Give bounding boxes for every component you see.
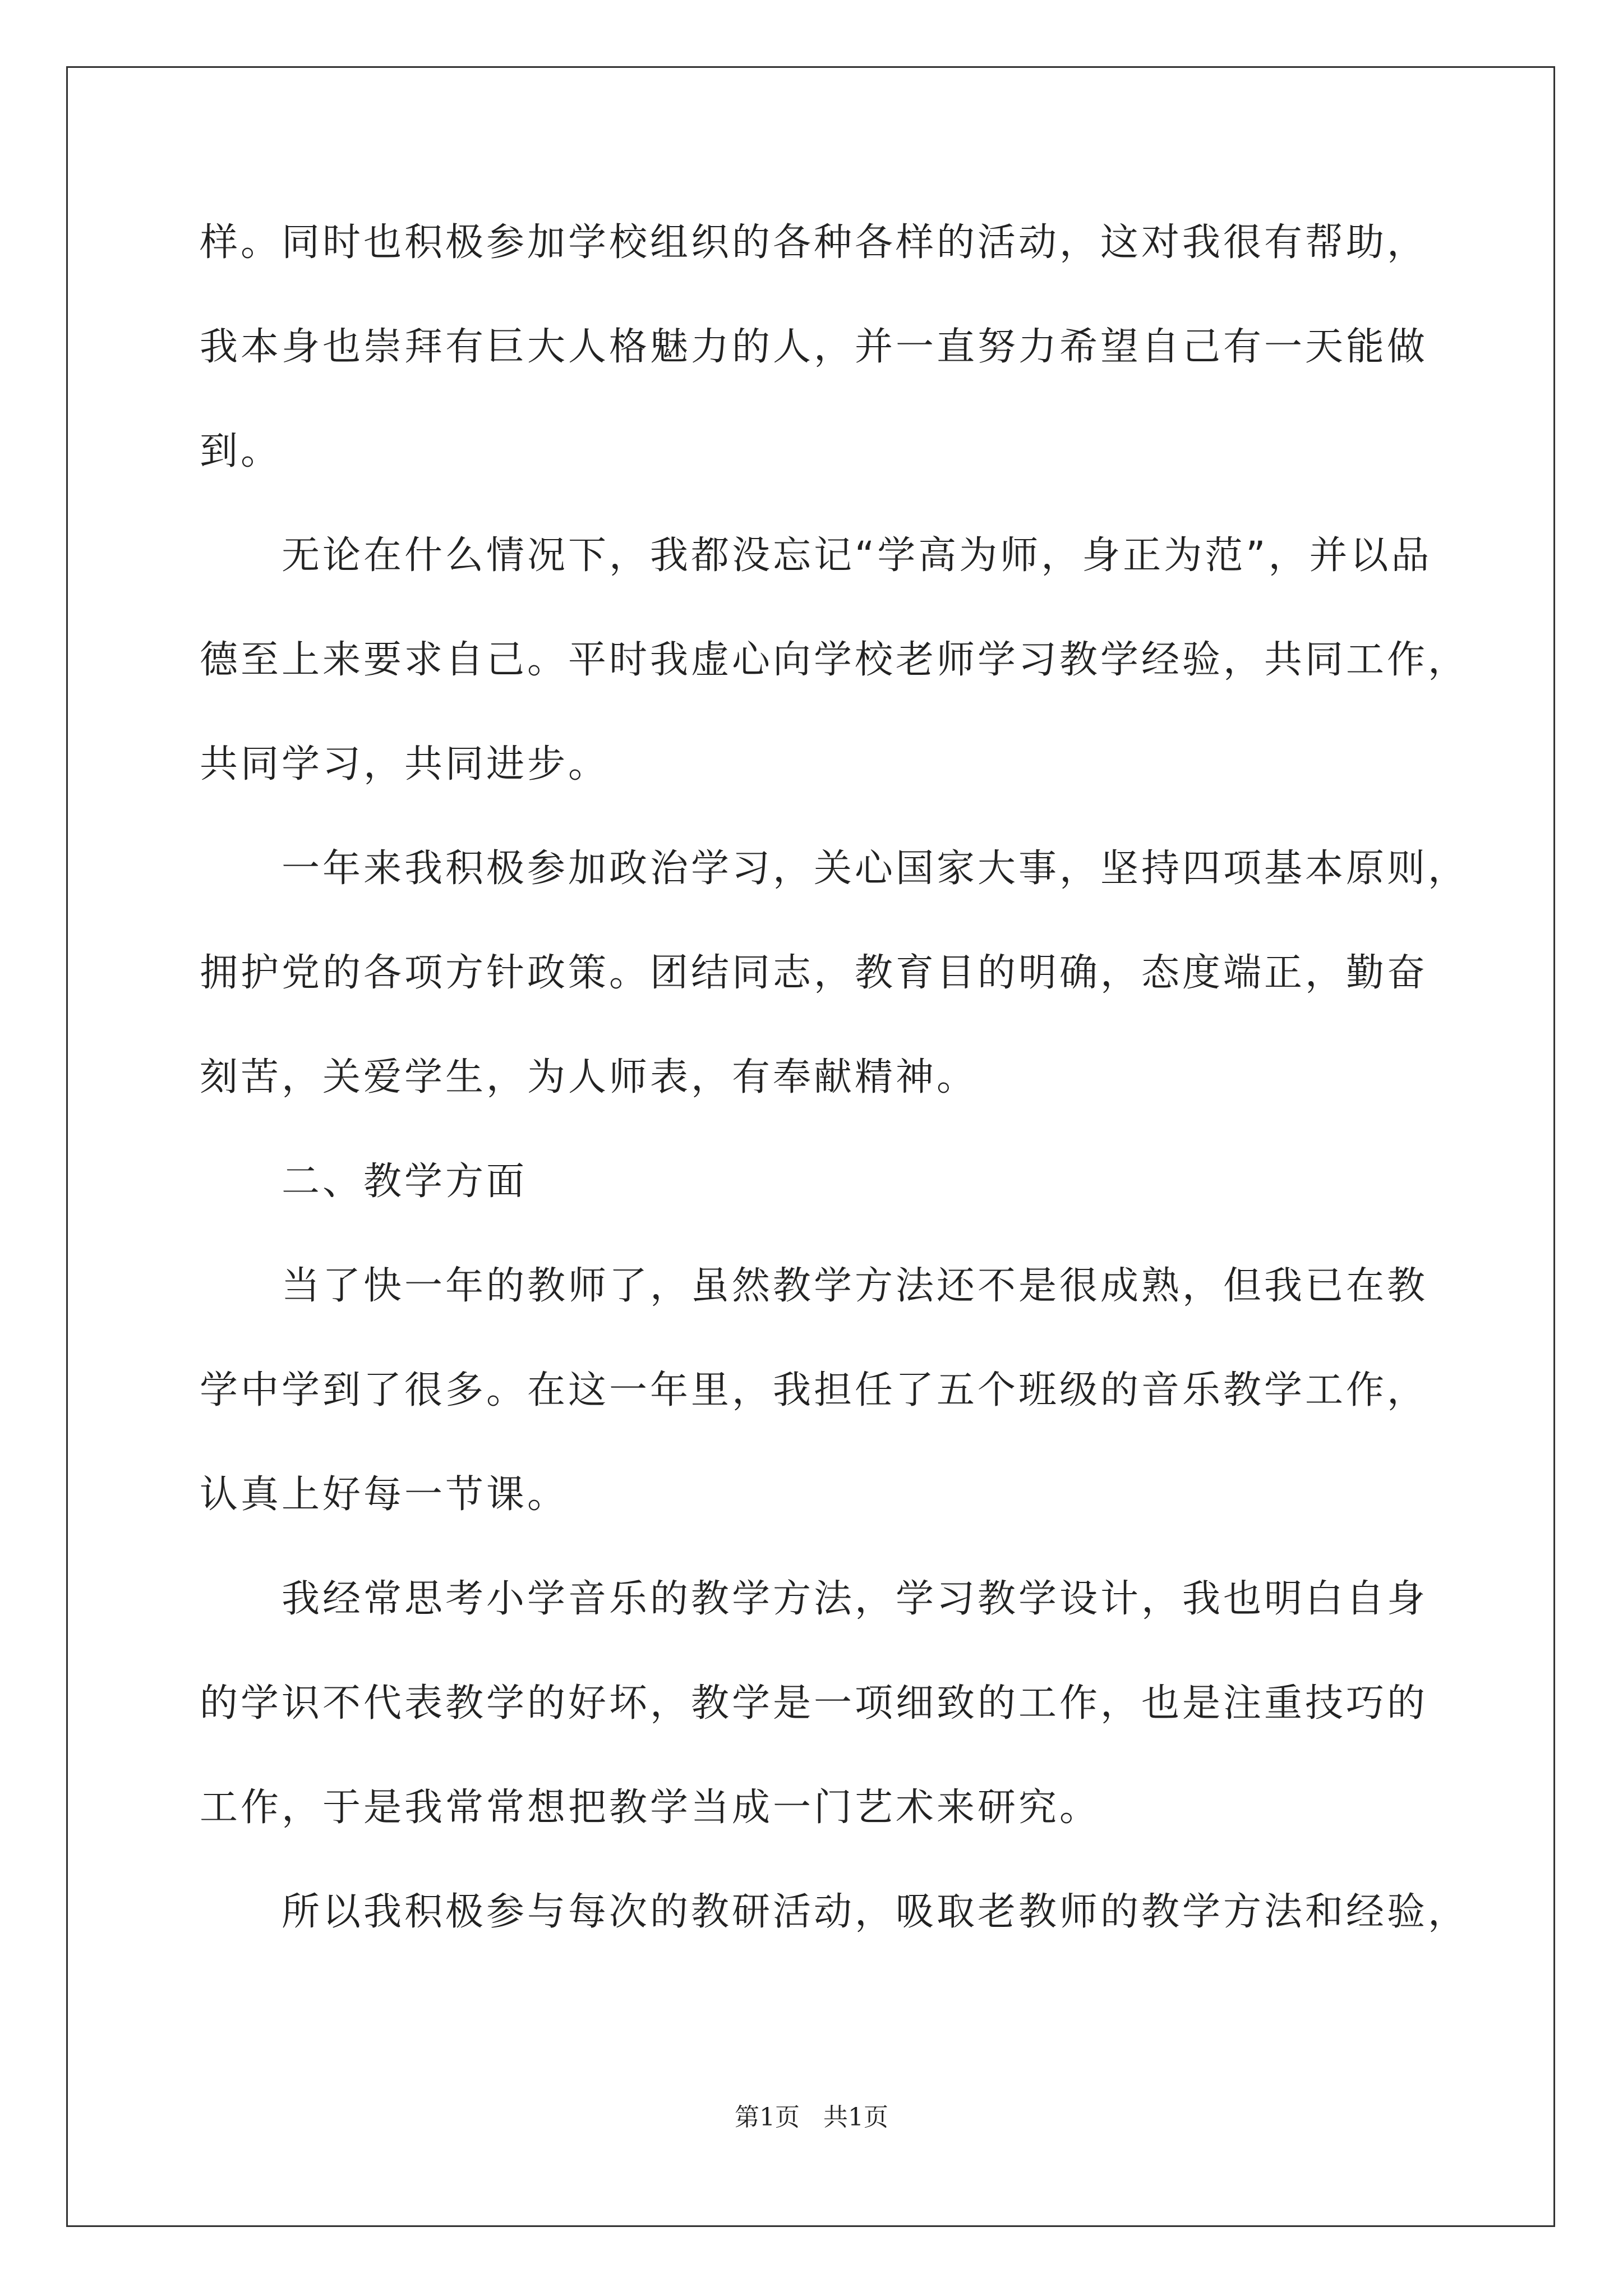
text-line: 共同学习，共同进步。 [200, 742, 610, 786]
text-line: 刻苦，关爱学生，为人师表，有奉献精神。 [200, 1055, 978, 1099]
paragraph-start-line: 我经常思考小学音乐的教学方法，学习教学设计，我也明白自身 [282, 1577, 1428, 1621]
text-line: 学中学到了很多。在这一年里，我担任了五个班级的音乐教学工作， [200, 1368, 1428, 1412]
text-line: 我本身也崇拜有巨大人格魅力的人，并一直努力希望自己有一天能做 [200, 325, 1428, 369]
document-body [200, 212, 1469, 1986]
text-line: 样。同时也积极参加学校组织的各种各样的活动，这对我很有帮助， [200, 220, 1428, 265]
paragraph-start-line: 当了快一年的教师了，虽然教学方法还不是很成熟，但我已在教 [282, 1264, 1428, 1308]
text-line: 工作，于是我常常想把教学当成一门艺术来研究。 [200, 1786, 1101, 1830]
text-line: 认真上好每一节课。 [200, 1473, 569, 1517]
page-footer: 第1页 共1页 [735, 2103, 888, 2132]
text-line: 到。 [200, 429, 282, 473]
paragraph-start-line: 所以我积极参与每次的教研活动，吸取老教师的教学方法和经验， [282, 1890, 1469, 1934]
section-heading: 二、教学方面 [282, 1159, 528, 1204]
text-line: 的学识不代表教学的好坏，教学是一项细致的工作，也是注重技巧的 [200, 1681, 1428, 1726]
text-line: 德至上来要求自己。平时我虚心向学校老师学习教学经验，共同工作， [200, 638, 1469, 682]
paragraph-start-line: 无论在什么情况下，我都没忘记“学高为师，身正为范”，并以品 [282, 533, 1432, 578]
paragraph-start-line: 一年来我积极参加政治学习，关心国家大事，坚持四项基本原则， [282, 846, 1469, 891]
text-line: 拥护党的各项方针政策。团结同志，教育目的明确，态度端正，勤奋 [200, 951, 1428, 995]
